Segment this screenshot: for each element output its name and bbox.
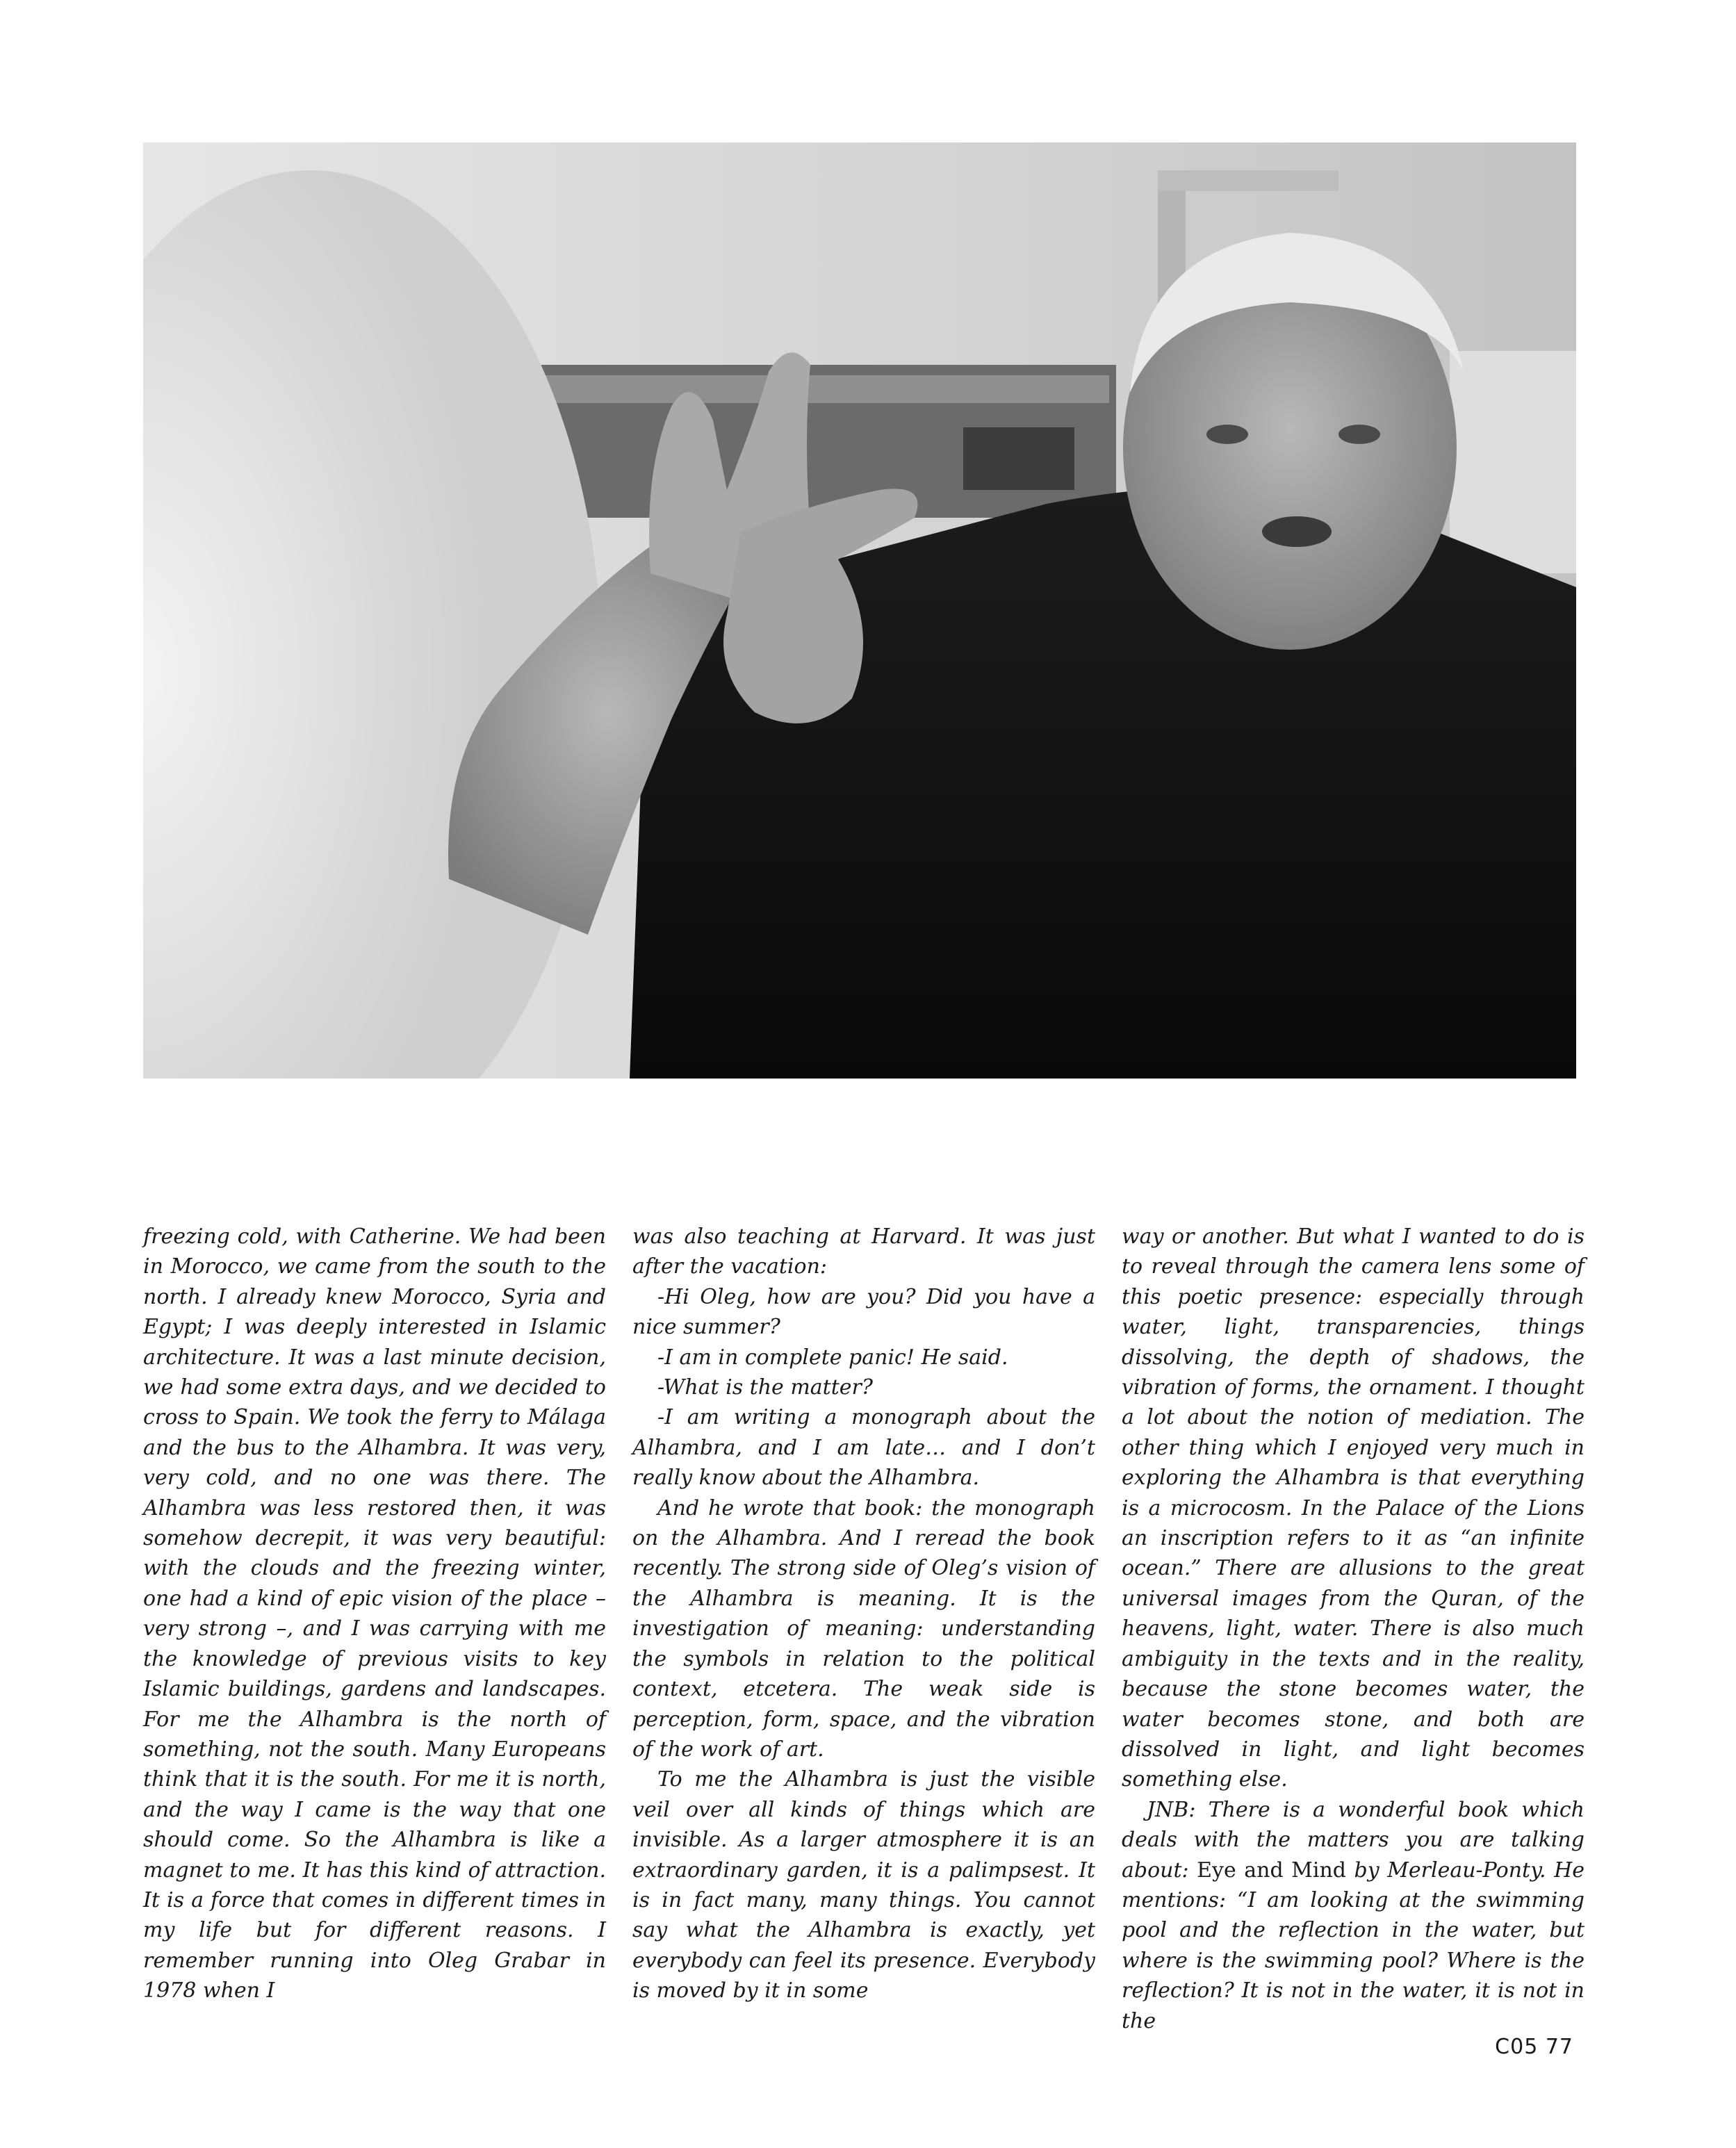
paragraph: -Hi Oleg, how are you? Did you have a nice summer? (632, 1284, 1095, 1340)
text-column-1 (143, 1222, 606, 2006)
paragraph: -I am in complete panic! He said. (657, 1345, 1008, 1370)
paragraph: way or another. But what I wanted to do is to reveal through the camera lens some of this poetic presence: especially through water, light, transparencies, things dissolving, the depth of shadows, the vibration of forms, the ornament. I thought a lot about the notion of mediation. The other thing which I enjoyed very much in exploring the Alhambra is that everything is a microcosm. In the Palace of the Lions an inscription refers to it as “an infinite ocean.” There are allusions to the great universal images from the Quran, of the heavens, light, water. There is also much ambiguity in the texts and in the reality, because the stone becomes water, the water becomes stone, and both are dissolved in light, and light becomes something else. (1122, 1224, 1584, 1792)
book-title: Eye and Mind (1197, 1858, 1346, 1883)
interview-photo (143, 142, 1576, 1079)
paragraph: -I am writing a monograph about the Alhambra, and I am late… and I don’t really know about the Alhambra. (632, 1405, 1095, 1491)
paragraph: To me the Alhambra is just the visible veil over all kinds of things which are invisible. As a larger atmosphere it is an extraordinary garden, it is a palimpsest. It is in fact many, many things. You cannot say what the Alhambra is exactly, yet everybody can feel its presence. Everybody is moved by it in some (632, 1767, 1095, 2003)
page-number: C05 77 (1495, 2035, 1573, 2059)
paragraph-text: by Merleau-Ponty. He mentions: “I am looking at the swimming pool and the reflection in the water, but where is the swimming pool? Where is the reflection? It is not in the water, it is not in the (1122, 1858, 1584, 2033)
paragraph-text: There is a wonderful book which deals with the matters you are talking about: (1122, 1797, 1584, 1883)
paragraph-jnb (1122, 1795, 1584, 2036)
paragraph: -What is the matter? (657, 1375, 873, 1400)
paragraph: freezing cold, with Catherine. We had been in Morocco, we came from the south to the north. I already knew Morocco, Syria and Egypt; I was deeply interested in Islamic architecture. It was a last minute decision, we had some extra days, and we decided to cross to Spain. We took the ferry to Málaga and the bus to the Alhambra. It was very, very cold, and no one was there. The Alhambra was less restored then, it was somehow decrepit, it was very beautiful: with the clouds and the freezing winter, one had a kind of epic vision of the place – very strong –, and I was carrying with me the knowledge of previous visits to key Islamic buildings, gardens and landscapes. For me the Alhambra is the north of something, not the south. Many Europeans think that it is the south. For me it is north, and the way I came is the way that one should come. So the Alhambra is like a magnet to me. It has this kind of attraction. It is a force that comes in different times in my life but for different reasons. I remember running into Oleg Grabar in 1978 when I (143, 1224, 606, 2003)
text-column-3 (1122, 1222, 1584, 2036)
paragraph: And he wrote that book: the monograph on the Alhambra. And I reread the book recently. The strong side of Oleg’s vision of the Alhambra is meaning. It is the investigation of meaning: understanding the symbols in relation to the political context, etcetera. The weak side is perception, form, space, and the vibration of the work of art. (632, 1495, 1095, 1762)
speaker-label: JNB: (1147, 1797, 1196, 1822)
text-column-2 (632, 1222, 1095, 2006)
article-columns (143, 1222, 1584, 2033)
paragraph: was also teaching at Harvard. It was just after the vacation: (632, 1224, 1095, 1279)
